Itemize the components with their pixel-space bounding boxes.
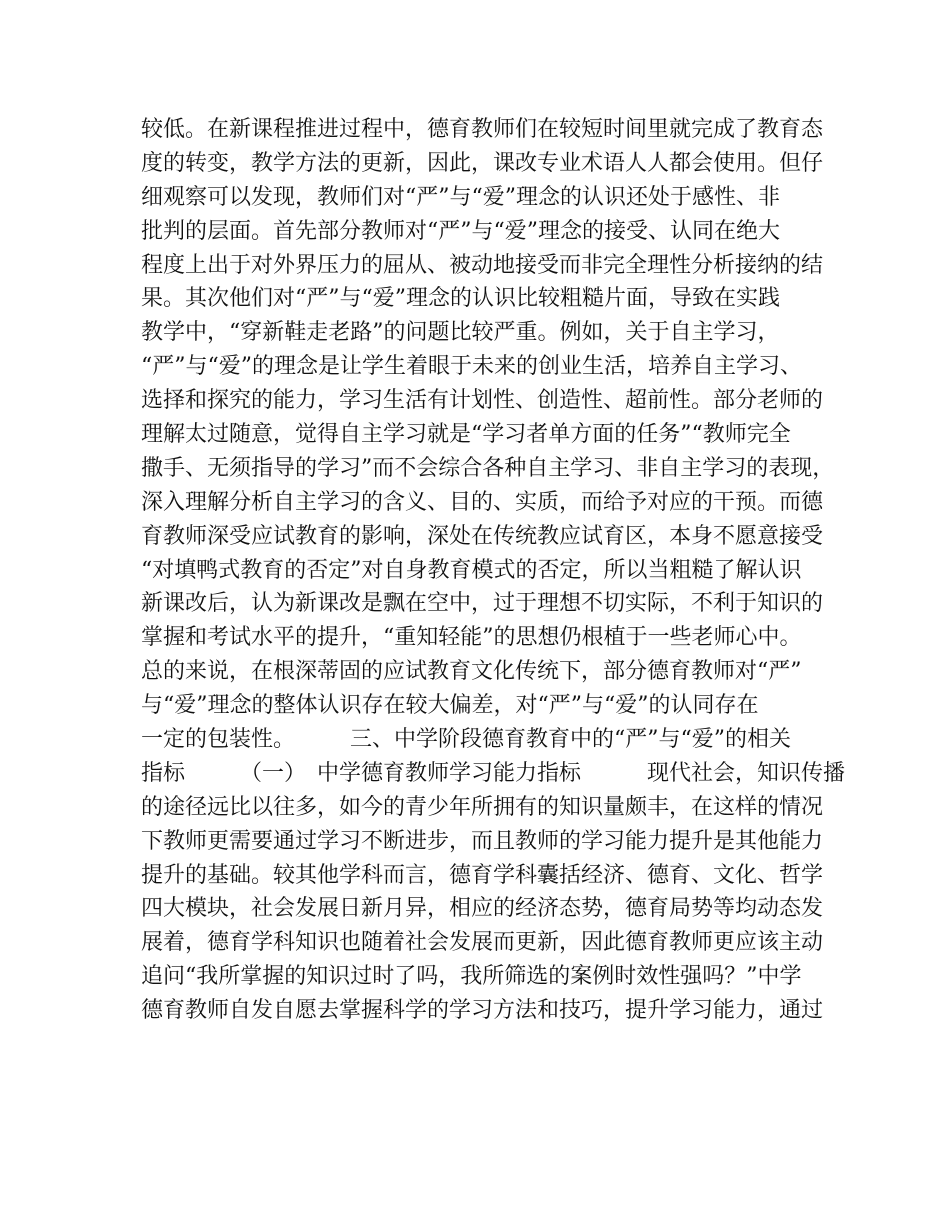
subsection-heading-line: 指标 （一） 中学德育教师学习能力指标 现代社会，知识传播 <box>141 760 846 786</box>
text-line: 德育教师自发自愿去掌握科学的学习方法和技巧，提升学习能力，通过 <box>141 998 824 1024</box>
body-text <box>141 113 846 1028</box>
text-line: 四大模块，社会发展日新月异，相应的经济态势，德育局势等均动态发 <box>141 896 824 922</box>
text-line: 果。其次他们对“严”与“爱”理念的认识比较粗糙片面，导致在实践 <box>141 286 780 312</box>
text-line: 与“爱”理念的整体认识存在较大偏差，对“严”与“爱”的认同存在 <box>141 693 759 719</box>
text-line: 较低。在新课程推进过程中，德育教师们在较短时间里就完成了教育态 <box>141 117 824 142</box>
section-heading-line: 一定的包装性。 三、中学阶段德育教育中的“严”与“爱”的相关 <box>141 727 791 753</box>
text-line: 的途径远比以往多，如今的青少年所拥有的知识量颇丰，在这样的情况 <box>141 794 824 820</box>
text-line: 批判的层面。首先部分教师对“严”与“爱”理念的接受、认同在绝大 <box>141 218 780 244</box>
text-line: “严”与“爱”的理念是让学生着眼于未来的创业生活，培养自主学习、 <box>141 354 802 380</box>
text-line: 总的来说，在根深蒂固的应试教育文化传统下，部分德育教师对“严” <box>141 659 802 685</box>
text-line: 细观察可以发现，教师们对“严”与“爱”理念的认识还处于感性、非 <box>141 184 780 210</box>
text-line: 教学中，“穿新鞋走老路”的问题比较严重。例如，关于自主学习， <box>141 320 780 346</box>
text-line: 下教师更需要通过学习不断进步，而且教师的学习能力提升是其他能力 <box>141 828 824 854</box>
text-line: 理解太过随意，觉得自主学习就是“学习者单方面的任务”“教师完全 <box>141 422 791 448</box>
text-line: “对填鸭式教育的否定”对自身教育模式的否定，所以当粗糙了解认识 <box>141 557 802 583</box>
text-line: 追问“我所掌握的知识过时了吗，我所筛选的案例时效性强吗？”中学 <box>141 964 802 990</box>
text-line: 育教师深受应试教育的影响，深处在传统教应试育区，本身不愿意接受 <box>141 523 824 549</box>
text-line: 掌握和考试水平的提升，“重知轻能”的思想仍根植于一些老师心中。 <box>141 625 802 651</box>
text-line: 程度上出于对外界压力的屈从、被动地接受而非完全理性分析接纳的结 <box>141 252 824 278</box>
text-line: 度的转变，教学方法的更新，因此，课改专业术语人人都会使用。但仔 <box>141 150 824 176</box>
text-line: 新课改后，认为新课改是飘在空中，过于理想不切实际，不利于知识的 <box>141 591 824 617</box>
text-line: 提升的基础。较其他学科而言，德育学科囊括经济、德育、文化、哲学 <box>141 862 824 888</box>
text-line: 选择和探究的能力，学习生活有计划性、创造性、超前性。部分老师的 <box>141 388 824 414</box>
text-line: 撒手、无须指导的学习”而不会综合各种自主学习、非自主学习的表现， <box>141 455 835 481</box>
text-line: 展着，德育学科知识也随着社会发展而更新，因此德育教师更应该主动 <box>141 930 824 956</box>
text-line: 深入理解分析自主学习的含义、目的、实质，而给予对应的干预。而德 <box>141 489 824 515</box>
